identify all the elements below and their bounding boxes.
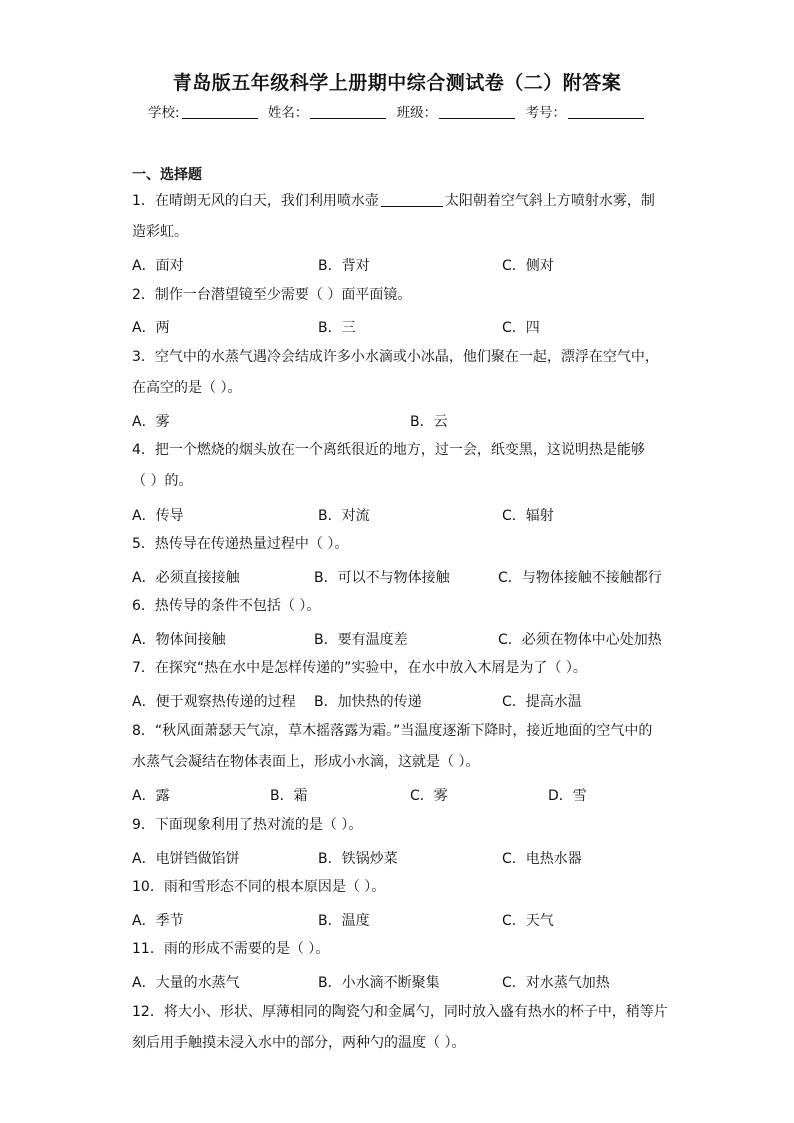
question-9 bbox=[132, 810, 668, 841]
option-a: A．季节 bbox=[132, 913, 184, 929]
question-12 bbox=[132, 997, 668, 1059]
option-b: B．加快热的传递 bbox=[314, 694, 422, 710]
option-c: C．天气 bbox=[502, 913, 554, 929]
question-7 bbox=[132, 653, 668, 684]
question-7-options bbox=[132, 691, 692, 711]
class-field bbox=[397, 101, 518, 121]
option-b: B．小水滴不断聚集 bbox=[318, 975, 440, 991]
option-c: C．对水蒸气加热 bbox=[502, 975, 610, 991]
option-b: B．铁锅炒菜 bbox=[318, 851, 398, 867]
option-a: A．露 bbox=[132, 788, 170, 804]
number-field bbox=[525, 101, 646, 121]
option-c: C．雾 bbox=[410, 788, 448, 804]
name-blank bbox=[310, 118, 386, 119]
question-4-options bbox=[132, 505, 692, 525]
question-5-text: 5．热传导在传递热量过程中（ ）。 bbox=[132, 536, 349, 552]
question-7-text: 7．在探究“热在水中是怎样传递的”实验中，在水中放入木屑是为了（ ）。 bbox=[132, 660, 587, 676]
school-label: 学校: bbox=[148, 105, 180, 121]
question-4-line-2: （ ）的。 bbox=[132, 473, 193, 489]
question-11 bbox=[132, 934, 668, 965]
question-12-line-2: 刻后用手触摸未浸入水中的部分，两种勺的温度（ ）。 bbox=[132, 1035, 466, 1051]
school-field bbox=[148, 101, 260, 121]
question-10-options bbox=[132, 910, 692, 930]
school-blank bbox=[182, 118, 258, 119]
option-b: B．要有温度差 bbox=[314, 632, 408, 648]
question-4-line-1: 4．把一个燃烧的烟头放在一个离纸很近的地方，过一会，纸变黑，这说明热是能够 bbox=[132, 442, 645, 458]
question-11-options bbox=[132, 972, 692, 992]
option-c: C．侧对 bbox=[502, 258, 554, 274]
question-8 bbox=[132, 716, 668, 778]
option-a: A．物体间接触 bbox=[132, 632, 226, 648]
question-3-line-1: 3．空气中的水蒸气遇冷会结成许多小水滴或小冰晶，他们聚在一起，漂浮在空气中， bbox=[132, 349, 659, 365]
question-12-line-1: 12．将大小、形状、厚薄相同的陶瓷勺和金属勺，同时放入盛有热水的杯子中，稍等片 bbox=[132, 1004, 668, 1020]
option-b: B．霜 bbox=[270, 788, 308, 804]
question-2-options bbox=[132, 317, 692, 337]
option-b: B．温度 bbox=[318, 913, 370, 929]
question-3-options bbox=[132, 411, 692, 431]
question-11-text: 11．雨的形成不需要的是（ ）。 bbox=[132, 941, 330, 957]
question-2 bbox=[132, 280, 668, 311]
class-label: 班级： bbox=[396, 105, 438, 121]
option-c: C．必须在物体中心处加热 bbox=[498, 632, 662, 648]
option-a: A．电饼铛做馅饼 bbox=[132, 851, 240, 867]
question-10-text: 10．雨和雪形态不同的根本原因是（ ）。 bbox=[132, 879, 386, 895]
option-b: B．云 bbox=[410, 414, 448, 430]
page-title: 青岛版五年级科学上册期中综合测试卷（二）附答案 bbox=[172, 72, 622, 94]
class-blank bbox=[439, 118, 515, 119]
option-c: C．与物体接触不接触都行 bbox=[498, 570, 662, 586]
question-1-options bbox=[132, 255, 692, 275]
option-b: B．背对 bbox=[318, 258, 370, 274]
option-d: D．雪 bbox=[548, 788, 587, 804]
option-b: B．可以不与物体接触 bbox=[314, 570, 450, 586]
number-blank bbox=[568, 118, 644, 119]
option-b: B．对流 bbox=[318, 508, 370, 524]
question-6 bbox=[132, 591, 668, 622]
question-5 bbox=[132, 529, 668, 560]
name-label: 姓名： bbox=[267, 105, 309, 121]
question-10 bbox=[132, 872, 668, 903]
option-a: A．面对 bbox=[132, 258, 184, 274]
question-5-options bbox=[132, 567, 692, 587]
name-field bbox=[268, 101, 389, 121]
question-1-line-1: 1．在晴朗无风的白天，我们利用喷水壶 太阳朝着空气斜上方喷射水雾，制 bbox=[132, 193, 655, 209]
number-label: 考号： bbox=[525, 105, 566, 121]
question-8-options bbox=[132, 785, 692, 805]
option-a: A．传导 bbox=[132, 508, 184, 524]
option-c: C．辐射 bbox=[502, 508, 554, 524]
option-a: A．大量的水蒸气 bbox=[132, 975, 240, 991]
student-info-line bbox=[0, 101, 794, 121]
option-c: C．四 bbox=[502, 320, 540, 336]
question-8-line-1: 8．“秋风面萧瑟天气凉，草木摇落露为霜。”当温度逐渐下降时，接近地面的空气中的 bbox=[132, 723, 653, 739]
question-6-text: 6．热传导的条件不包括（ ）。 bbox=[132, 598, 321, 614]
option-a: A．雾 bbox=[132, 414, 170, 430]
answer-blank bbox=[381, 206, 443, 207]
option-c: C．电热水器 bbox=[502, 851, 582, 867]
option-c: C．提高水温 bbox=[502, 694, 582, 710]
option-b: B．三 bbox=[318, 320, 356, 336]
question-2-text: 2．制作一台潜望镜至少需要（ ）面平面镜。 bbox=[132, 287, 412, 303]
question-1-line-2: 造彩虹。 bbox=[132, 224, 188, 240]
question-3 bbox=[132, 342, 668, 404]
question-8-line-2: 水蒸气会凝结在物体表面上，形成小水滴，这就是（ ）。 bbox=[132, 754, 480, 770]
question-1 bbox=[132, 186, 668, 248]
option-a: A．便于观察热传递的过程 bbox=[132, 694, 296, 710]
option-a: A．两 bbox=[132, 320, 170, 336]
question-6-options bbox=[132, 629, 692, 649]
section-heading: 一、选择题 bbox=[132, 167, 202, 183]
question-9-options bbox=[132, 848, 692, 868]
question-4 bbox=[132, 435, 668, 497]
question-3-line-2: 在高空的是（ ）。 bbox=[132, 380, 242, 396]
question-9-text: 9．下面现象利用了热对流的是（ ）。 bbox=[132, 817, 363, 833]
option-a: A．必须直接接触 bbox=[132, 570, 240, 586]
